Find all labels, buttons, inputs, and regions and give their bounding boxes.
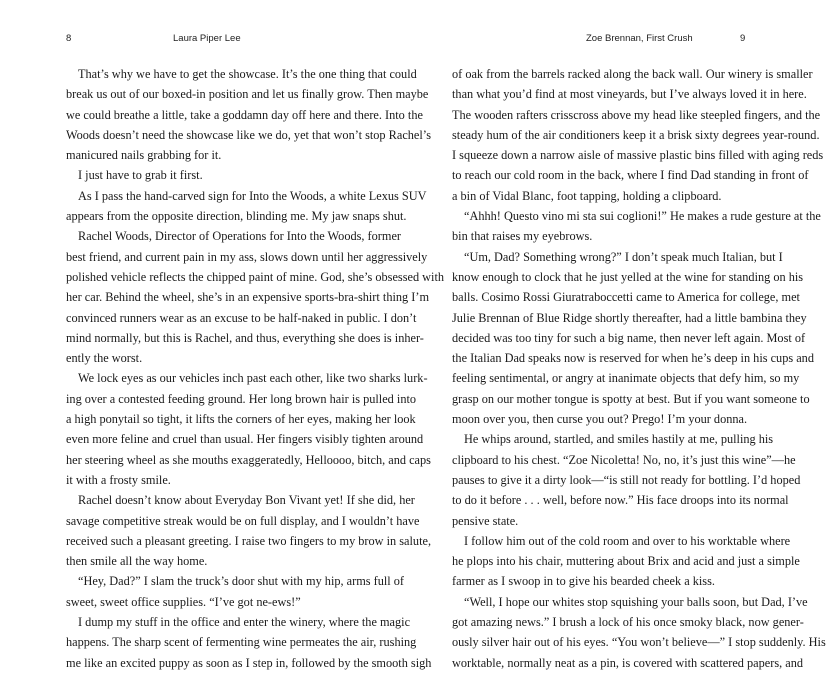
- text-line: ently the worst.: [66, 351, 143, 366]
- text-line: I just have to grab it first.: [78, 168, 203, 183]
- text-line: I follow him out of the cold room and over to his worktable where: [464, 533, 791, 548]
- text-line: convinced runners wear as an excuse to be half-naked in public. I don’t: [66, 310, 417, 325]
- text-line: then smile all the way home.: [66, 554, 208, 569]
- text-line: it with a frosty smile.: [66, 472, 171, 487]
- running-head-title: Zoe Brennan, First Crush: [586, 33, 693, 44]
- text-line: Woods doesn’t need the showcase like we do, yet that won’t stop Rachel’s: [66, 127, 431, 142]
- text-line: Rachel Woods, Director of Operations for Into the Woods, former: [78, 229, 402, 244]
- text-line: received such a pleasant greeting. I raise two fingers to my brow in salute,: [66, 533, 432, 548]
- text-line: her steering wheel as she mouths exaggeratedly, Helloooo, bitch, and caps: [66, 452, 431, 467]
- text-line: balls. Cosimo Rossi Giuratraboccetti came to America for college, met: [452, 290, 800, 305]
- left-page-body: [66, 64, 445, 673]
- text-line: steady hum of the air conditioners keep it a brisk sixty degrees year-round.: [452, 127, 820, 142]
- text-line: That’s why we have to get the showcase. It’s the one thing that could: [78, 67, 417, 81]
- text-line: Julie Brennan of Blue Ridge shortly thereafter, had a little bambina they: [452, 310, 807, 325]
- text-line: As I pass the hand-carved sign for Into the Woods, a white Lexus SUV: [78, 188, 427, 203]
- text-line: ing over a contested feeding ground. Her long brown hair is pulled into: [66, 391, 417, 406]
- text-line: clipboard to his chest. “Zoe Nicoletta! No, no, it’s just this wine”—he: [452, 452, 796, 467]
- text-line: We lock eyes as our vehicles inch past each other, like two sharks lurk-: [78, 371, 428, 386]
- text-line: pensive state.: [452, 513, 519, 528]
- text-line: ously silver hair out of his eyes. “You won’t believe—” I stop suddenly. His: [452, 635, 826, 650]
- text-line: a bin of Vidal Blanc, foot tapping, holding a clipboard.: [452, 188, 722, 203]
- text-line: “Well, I hope our whites stop squishing your balls soon, but Dad, I’ve: [464, 594, 808, 609]
- text-line: pauses to give it a dirty look—“is still not ready for bottling. I’d hoped: [452, 472, 801, 487]
- text-line: bin that raises my eyebrows.: [452, 229, 593, 244]
- text-line: to do it before . . . well, before now.” His face droops into its normal: [452, 493, 789, 508]
- text-line: appears from the opposite direction, blinding me. My jaw snaps shut.: [66, 209, 407, 224]
- text-line: He whips around, startled, and smiles hastily at me, pulling his: [464, 432, 774, 447]
- text-line: “Ahhh! Questo vino mi sta sui coglioni!” He makes a rude gesture at the: [464, 209, 821, 224]
- text-line: “Hey, Dad?” I slam the truck’s door shut with my hip, arms full of: [78, 574, 405, 589]
- running-head-author: Laura Piper Lee: [173, 33, 241, 44]
- page-number-right: 9: [740, 33, 746, 44]
- text-line: polished vehicle reflects the chipped paint of mine. God, she’s obsessed with: [66, 269, 445, 284]
- text-line: to reach our cold room in the back, where I find Dad standing in front of: [452, 168, 809, 183]
- text-line: The wooden rafters crisscross above my head like steepled fingers, and the: [452, 107, 821, 122]
- text-line: he plops into his chair, muttering about Brix and acid and just a simple: [452, 554, 800, 569]
- text-line: of oak from the barrels racked along the back wall. Our winery is smaller: [452, 67, 813, 81]
- text-line: break us out of our boxed-in position and let us finally grow. Then maybe: [66, 87, 429, 102]
- text-line: I squeeze down a narrow aisle of massive plastic bins filled with aging reds: [452, 148, 824, 163]
- text-line: got amazing news.” I brush a lock of his once smoky black, now gener-: [452, 615, 804, 630]
- text-line: savage competitive streak would be on full display, and I wouldn’t have: [66, 513, 420, 528]
- text-line: manicured nails grabbing for it.: [66, 148, 222, 163]
- text-line: we could breathe a little, take a goddamn day off here and there. Into the: [66, 107, 423, 122]
- text-line: her car. Behind the wheel, she’s in an expensive sports-bra-shirt thing I’m: [66, 290, 430, 305]
- text-line: I dump my stuff in the office and enter the winery, where the magic: [78, 615, 411, 630]
- right-page-body: [452, 64, 826, 673]
- text-line: best friend, and current pain in my ass, slows down until her aggressively: [66, 249, 428, 264]
- text-line: decided was too tiny for such a big name, then never left again. Most of: [452, 330, 806, 345]
- text-line: mind normally, but this is Rachel, and thus, everything she does is inher-: [66, 330, 424, 345]
- text-line: than what you’d find at most vineyards, but I’ve always loved it in here.: [452, 87, 807, 102]
- text-line: moon over you, then curse you out? Prego! I’m your donna.: [452, 412, 748, 427]
- text-line: Rachel doesn’t know about Everyday Bon Vivant yet! If she did, her: [78, 493, 415, 508]
- text-line: sweet, sweet office supplies. “I’ve got ne-ews!”: [66, 594, 301, 609]
- text-line: “Um, Dad? Something wrong?” I don’t speak much Italian, but I: [464, 249, 783, 264]
- text-line: know enough to clock that he just yelled at the wine for standing on his: [452, 269, 804, 284]
- text-line: farmer as I swoop in to give his bearded cheek a kiss.: [452, 574, 715, 589]
- text-line: the Italian Dad speaks now is reserved for when he’s deep in his cups and: [452, 351, 814, 366]
- text-line: me like an excited puppy as soon as I step in, followed by the smooth sigh: [66, 655, 432, 670]
- page-number-left: 8: [66, 33, 72, 44]
- text-line: happens. The sharp scent of fermenting wine permeates the air, rushing: [66, 635, 417, 650]
- text-line: grasp on our mother tongue is spotty at best. But if you want someone to: [452, 391, 810, 406]
- text-line: a high ponytail so tight, it lifts the corners of her eyes, making her look: [66, 412, 416, 427]
- text-line: feeling sentimental, or angry at inanimate objects that defy him, so my: [452, 371, 800, 386]
- text-line: worktable, normally neat as a pin, is covered with scattered papers, and: [452, 655, 804, 670]
- right-page: [405, 0, 826, 670]
- text-line: even more feline and cruel than usual. Her fingers visibly tighten around: [66, 432, 424, 447]
